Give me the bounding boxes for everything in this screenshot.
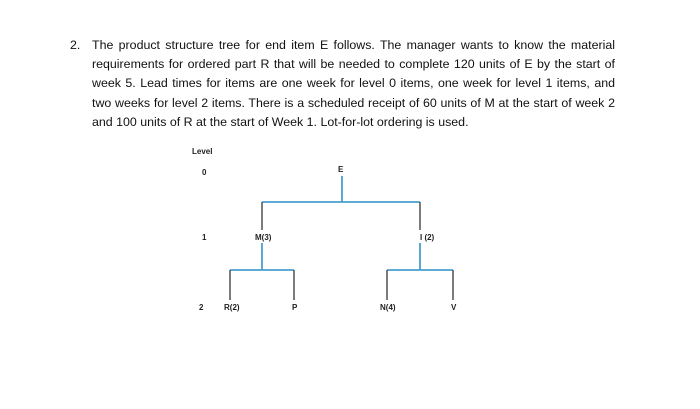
level-header: Level: [192, 147, 213, 156]
level-0-label: 0: [202, 168, 207, 177]
node-e: E: [338, 165, 344, 174]
node-v: V: [451, 303, 457, 312]
node-i: I (2): [420, 233, 435, 242]
question-text: The product structure tree for end item E follows. The manager wants to know the material requirements for ordered part R that will be needed to complete 120 units of E by the start of week 5. Lead times for items are one week for level 0 items, one week for level 1 items, and two weeks for level 2 items. There is a scheduled receipt of 60 units of M at the start of week 2 and 100 units of R at the start of Week 1. Lot-for-lot ordering is used.: [92, 38, 615, 129]
node-r: R(2): [224, 303, 240, 312]
node-p: P: [292, 303, 298, 312]
node-m: M(3): [255, 233, 272, 242]
level-1-label: 1: [202, 233, 207, 242]
node-n: N(4): [380, 303, 396, 312]
question-number: 2.: [70, 38, 81, 52]
level-2-label: 2: [199, 303, 204, 312]
